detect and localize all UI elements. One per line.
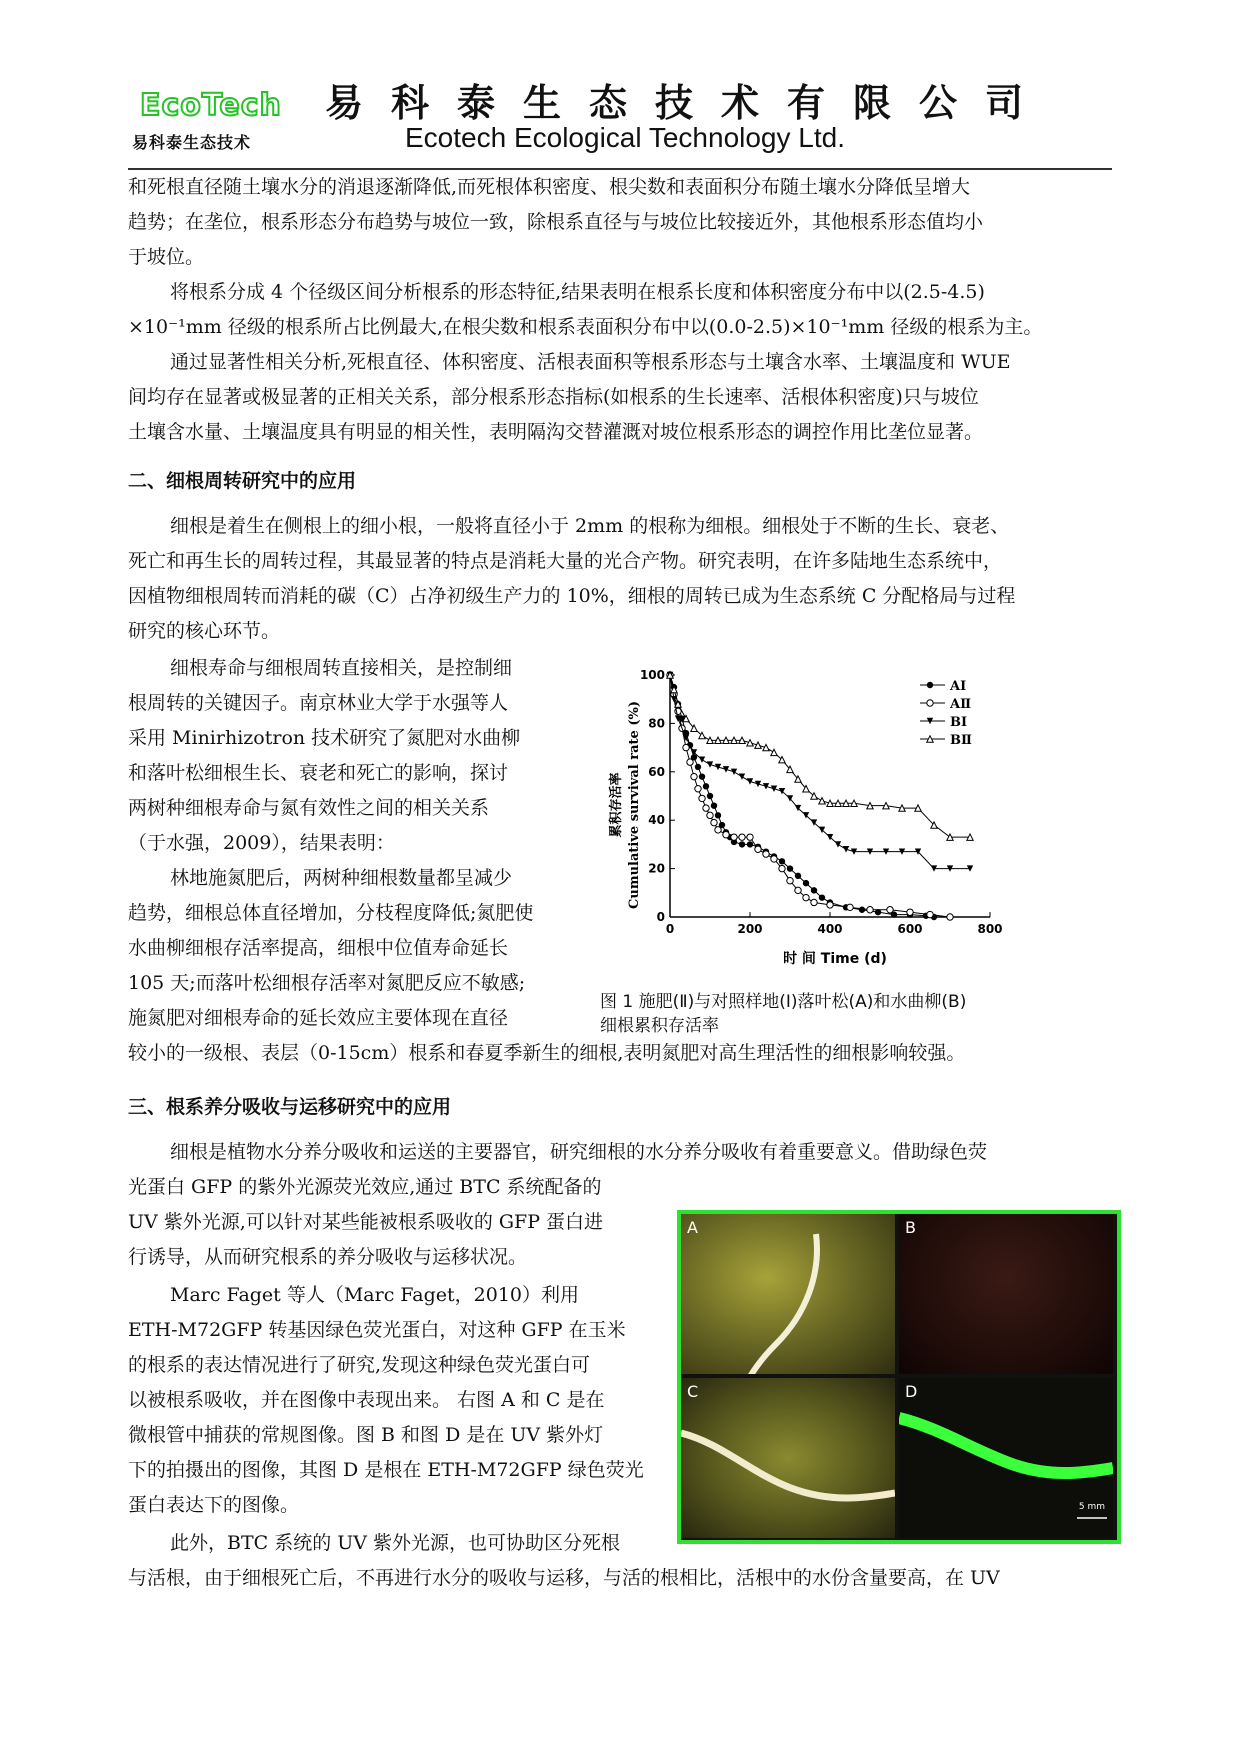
data-point (795, 873, 801, 879)
text-line: 蛋白表达下的图像。 (128, 1494, 300, 1516)
text-line: 施氮肥对细根寿命的延长效应主要体现在直径 (128, 1007, 509, 1029)
text-line: ETH-M72GFP 转基因绿色荧光蛋白，对这种 GFP 在玉米 (128, 1319, 626, 1341)
legend-label: AⅡ (950, 697, 972, 712)
legend-marker (927, 682, 933, 688)
data-point (703, 805, 709, 811)
text-line: 和落叶松细根生长、衰老和死亡的影响，探讨 (128, 762, 509, 784)
text-line: 微根管中捕获的常规图像。图 B 和图 D 是在 UV 紫外灯 (128, 1424, 604, 1446)
text-line: 下的拍摄出的图像，其图 D 是根在 ETH-M72GFP 绿色荧光 (128, 1459, 644, 1481)
y-tick-label: 60 (648, 764, 665, 779)
data-point (703, 783, 709, 789)
series-1 (667, 672, 937, 920)
text-line: 因植物细根周转而消耗的碳（C）占净初级生产力的 10%，细根的周转已成为生态系统 C 分配格局与过程 (128, 585, 1016, 607)
chart-series (667, 672, 973, 920)
data-point (763, 783, 769, 789)
data-point (811, 899, 817, 905)
series-line (670, 675, 970, 837)
data-point (739, 841, 745, 847)
chart-legend (920, 679, 972, 748)
data-point (907, 909, 913, 915)
panel-label: B (905, 1218, 916, 1237)
data-point (711, 819, 717, 825)
text-line: 趋势，细根总体直径增加，分枝程度降低;氮肥使 (128, 902, 534, 924)
text-line: 与活根，由于细根死亡后，不再进行水分的吸收与运移，与活的根相比，活根中的水份含量要高，在 UV (128, 1567, 1000, 1589)
data-point (927, 911, 933, 917)
panel-a-image (681, 1214, 895, 1374)
text-line: 林地施氮肥后，两树种细根数量都呈减少 (170, 867, 513, 889)
text-line: 土壤含水量、土壤温度具有明显的相关性，表明隔沟交替灌溉对坡位根系形态的调控作用比垄位显著。 (128, 421, 984, 443)
text-line: 间均存在显著或极显著的正相关关系，部分根系形态指标(如根系的生长速率、活根体积密度)只与坡位 (128, 386, 979, 408)
text-line: 通过显著性相关分析,死根直径、体积密度、活根表面积等根系形态与土壤含水率、土壤温度和 WUE (170, 351, 1011, 373)
data-point (715, 812, 721, 818)
data-point (803, 880, 809, 886)
survival-rate-chart (590, 655, 1090, 975)
text-line: 水曲柳细根存活率提高，细根中位值寿命延长 (128, 937, 509, 959)
panel-label: C (687, 1382, 699, 1401)
series-line (670, 675, 970, 869)
data-point (787, 878, 793, 884)
x-tick-label: 800 (977, 922, 1003, 936)
y-axis-label-en: Cumulative survival rate (%) (627, 701, 642, 909)
text-line: （于水强，2009），结果表明： (128, 832, 395, 854)
logo-subtitle: 易科泰生态技术 (132, 133, 252, 152)
root-drawing-d (899, 1378, 1113, 1538)
legend-label: AⅠ (950, 679, 967, 694)
data-point (819, 894, 825, 900)
company-name-cn: 易科泰生态技术有限公司 (325, 80, 1052, 125)
legend-label: BⅡ (950, 733, 972, 748)
text-line: 研究的核心环节。 (128, 620, 281, 642)
text-line: 细根是植物水分养分吸收和运送的主要器官，研究细根的水分养分吸收有着重要意义。借助绿色荧 (170, 1141, 988, 1163)
data-point (731, 769, 737, 775)
text-line: 和死根直径随土壤水分的消退逐渐降低,而死根体积密度、根尖数和表面积分布随土壤水分降低呈增大 (128, 176, 971, 198)
text-line: 以被根系吸收，并在图像中表现出来。 右图 A 和 C 是在 (128, 1389, 605, 1411)
caption-line: 细根累积存活率 (600, 1016, 719, 1036)
data-point (887, 907, 893, 913)
data-point (747, 778, 753, 784)
text-line: Marc Faget 等人（Marc Faget，2010）利用 (170, 1284, 580, 1306)
paragraph-6-end (128, 1036, 1112, 1071)
data-point (843, 846, 849, 852)
paragraph-6 (128, 861, 576, 1036)
x-tick-label: 200 (737, 922, 763, 936)
text-line: 105 天;而落叶松细根存活率对氮肥反应不敏感; (128, 972, 526, 994)
data-point (723, 832, 729, 838)
root-drawing-c (681, 1378, 895, 1538)
text-line: 的根系的表达情况进行了研究,发现这种绿色荧光蛋白可 (128, 1354, 591, 1376)
data-point (771, 856, 777, 862)
paragraph-4 (128, 509, 1112, 649)
data-point (947, 914, 953, 920)
text-line: 死亡和再生长的周转过程，其最显著的特点是消耗大量的光合产物。研究表明，在许多陆地生态系统中， (128, 550, 1003, 572)
text-line: 此外，BTC 系统的 UV 紫外光源，也可协助区分死根 (170, 1532, 621, 1554)
text-line: 行诱导，从而研究根系的养分吸收与运移状况。 (128, 1246, 528, 1268)
gfp-root-image-figure (677, 1210, 1121, 1544)
data-point (771, 749, 777, 755)
data-point (691, 773, 697, 779)
y-tick-label: 80 (648, 716, 665, 731)
panel-d-image (899, 1378, 1113, 1538)
data-point (819, 798, 825, 804)
data-point (695, 786, 701, 792)
text-line: 细根寿命与细根周转直接相关，是控制细 (170, 657, 513, 679)
paragraph-1 (128, 170, 1112, 275)
scale-bar-label: 5 mm (1078, 1502, 1105, 1512)
data-point (723, 766, 729, 772)
data-point (687, 759, 693, 765)
y-tick-label: 0 (656, 910, 665, 924)
paragraph-7-cont (128, 1170, 668, 1275)
data-point (755, 781, 761, 787)
paragraph-3 (128, 345, 1112, 450)
x-tick-label: 600 (897, 922, 923, 936)
data-point (847, 904, 853, 910)
x-axis-label: 时 间 Time (d) (783, 951, 887, 967)
text-line: 两树种细根寿命与氮有效性之间的相关关系 (128, 797, 490, 819)
data-point (699, 757, 705, 763)
data-point (747, 841, 753, 847)
text-line: 光蛋白 GFP 的紫外光源荧光效应,通过 BTC 系统配备的 (128, 1176, 602, 1198)
text-line: 较小的一级根、表层（0-15cm）根系和春夏季新生的细根,表明氮肥对高生理活性的细根影响较强。 (128, 1042, 966, 1064)
data-point (707, 761, 713, 767)
company-logo: EcoTech (140, 88, 282, 123)
data-point (803, 894, 809, 900)
data-point (779, 865, 785, 871)
paragraph-2 (128, 275, 1112, 345)
data-point (715, 827, 721, 833)
data-point (707, 793, 713, 799)
figure-1-caption (600, 990, 1100, 1038)
x-tick-label: 400 (817, 922, 843, 936)
y-tick-label: 100 (639, 668, 665, 682)
data-point (711, 802, 717, 808)
panel-label: A (687, 1218, 698, 1237)
data-point (747, 834, 753, 840)
panel-b-image (899, 1214, 1113, 1374)
y-tick-label: 40 (648, 813, 665, 828)
paragraph-7 (128, 1135, 1112, 1170)
data-point (835, 841, 841, 847)
y-axis-label-cn: 累积存活率 (609, 772, 624, 838)
data-point (747, 740, 753, 746)
panel-label: D (905, 1382, 918, 1401)
text-line: 细根是着生在侧根上的细小根，一般将直径小于 2mm 的根称为细根。细根处于不断的生长、衰老、 (170, 515, 1010, 537)
data-point (715, 764, 721, 770)
root-drawing-a (681, 1214, 895, 1374)
data-point (771, 786, 777, 792)
data-point (811, 887, 817, 893)
data-point (699, 773, 705, 779)
text-line: ×10⁻¹mm 径级的根系所占比例最大,在根尖数和根系表面积分布中以(0.0-2.5)×10⁻¹mm 径级的根系为主。 (128, 316, 1043, 338)
data-point (763, 744, 769, 750)
data-point (763, 851, 769, 857)
y-tick-label: 20 (648, 861, 665, 876)
data-point (795, 887, 801, 893)
text-line: 根周转的关键因子。南京林业大学于水强等人 (128, 692, 509, 714)
text-line: 采用 Minirhizotron 技术研究了氮肥对水曲柳 (128, 727, 521, 749)
legend-label: BⅠ (950, 715, 968, 730)
data-point (739, 834, 745, 840)
text-line: UV 紫外光源,可以针对某些能被根系吸收的 GFP 蛋白进 (128, 1211, 604, 1233)
caption-line: 图 1 施肥(Ⅱ)与对照样地(Ⅰ)落叶松(A)和水曲柳(B) (600, 992, 967, 1012)
data-point (827, 902, 833, 908)
paragraph-9-end (128, 1561, 1112, 1596)
data-point (755, 742, 761, 748)
data-point (779, 858, 785, 864)
text-line: 于坡位。 (128, 246, 205, 268)
company-name-en: Ecotech Ecological Technology Ltd. (405, 122, 845, 153)
text-line: 将根系分成 4 个径级区间分析根系的形态特征,结果表明在根系长度和体积密度分布中以(2.5-4.5) (170, 281, 985, 303)
data-point (755, 846, 761, 852)
data-point (867, 907, 873, 913)
data-point (787, 865, 793, 871)
data-point (695, 764, 701, 770)
x-tick-label: 0 (665, 922, 675, 936)
data-point (731, 834, 737, 840)
paragraph-8 (128, 1278, 668, 1523)
text-line: 趋势；在垄位，根系形态分布趋势与坡位一致，除根系直径与与坡位比较接近外，其他根系形态值均小 (128, 211, 984, 233)
paragraph-9 (128, 1526, 668, 1561)
panel-c-image (681, 1378, 895, 1538)
data-point (683, 744, 689, 750)
data-point (699, 795, 705, 801)
section-heading-3: 三、根系养分吸收与运移研究中的应用 (128, 1096, 452, 1118)
legend-marker (927, 700, 933, 706)
section-heading-2: 二、细根周转研究中的应用 (128, 470, 357, 492)
data-point (739, 773, 745, 779)
paragraph-5 (128, 651, 576, 861)
data-point (859, 907, 865, 913)
data-point (707, 812, 713, 818)
